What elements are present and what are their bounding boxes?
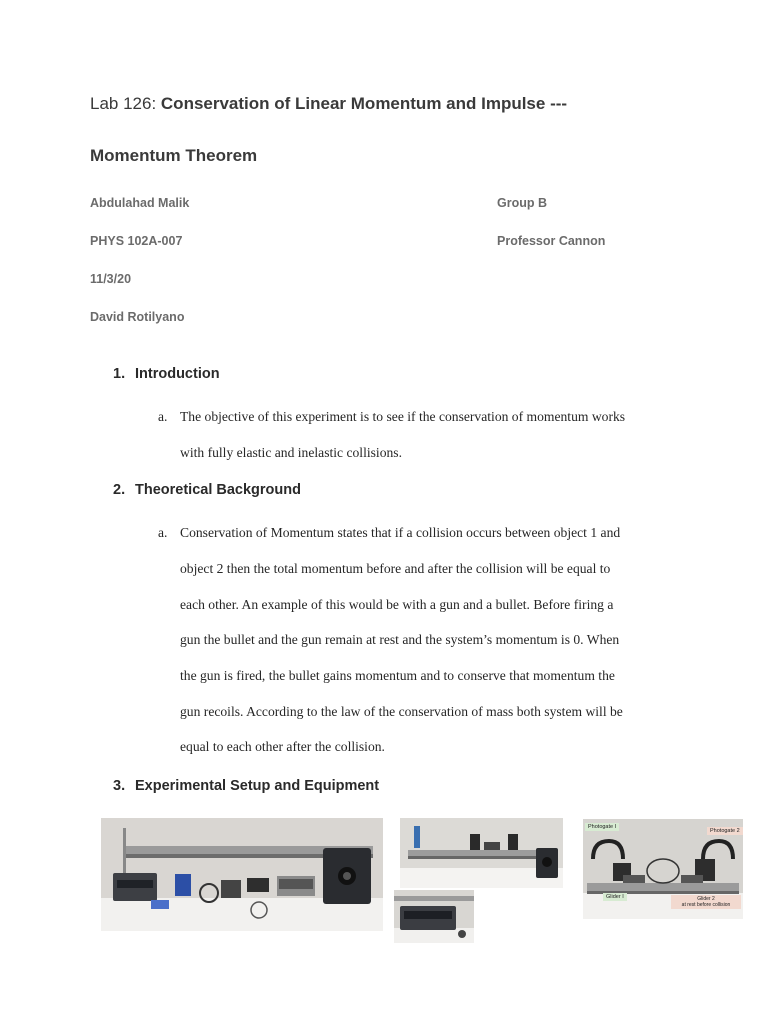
section-number: 1. [113,366,126,382]
section-heading-theoretical-background [113,482,301,498]
glider-2-label-line-1: Glider 2 [697,896,715,902]
paragraph-line: object 2 then the total momentum before and after the collision will be equal to [180,561,611,576]
title-bold-line-1: Conservation of Linear Momentum and Impulse --- [160,94,568,113]
paragraph-line: equal to each other after the collision. [180,739,385,754]
document-title-line-2 [90,146,257,166]
paragraph-line: gun the bullet and the gun remain at rest and the system’s momentum is 0. When [180,632,620,647]
paragraph-line: The objective of this experiment is to see if the conservation of momentum works [180,409,626,424]
section-heading-introduction [113,366,220,382]
equipment-photo [101,818,383,931]
section-number: 2. [113,482,126,498]
title-prefix: Lab 126: [90,94,161,113]
glider-2-label-line-2: at rest before collision [681,902,731,908]
photogate-2-label: Photogate 2 [707,827,743,835]
item-letter: a. [158,525,168,540]
glider-1-label: Glider I [603,893,627,901]
theory-item-a [158,525,678,765]
section-number: 3. [113,778,126,794]
timer-photo [394,890,474,943]
document-title-line-1 [90,94,567,114]
paragraph-line: with fully elastic and inelastic collisions. [180,445,402,460]
item-letter: a. [158,409,168,424]
professor-name: Professor Cannon [497,234,606,248]
introduction-item-a [158,409,678,469]
section-title: Experimental Setup and Equipment [135,778,380,794]
labeled-setup-photo [583,819,743,919]
track-photo [400,818,563,888]
photogate-1-label: Photogate I [585,823,619,831]
glider-2-label [671,895,741,909]
author-name: Abdulahad Malik [90,196,190,210]
section-heading-experimental-setup [113,778,379,794]
title-bold-line-2: Momentum Theorem [90,146,258,165]
group-label: Group B [497,196,547,210]
partner-name: David Rotilyano [90,310,185,324]
paragraph-line: each other. An example of this would be with a gun and a bullet. Before firing a [180,597,614,612]
paragraph-line: the gun is fired, the bullet gains momentum and to conserve that momentum the [180,668,615,683]
paragraph-line: gun recoils. According to the law of the conservation of mass both system will be [180,704,623,719]
section-title: Introduction [135,366,220,382]
paragraph-line: Conservation of Momentum states that if a collision occurs between object 1 and [180,525,621,540]
course-code: PHYS 102A-007 [90,234,183,248]
section-title: Theoretical Background [135,482,301,498]
date: 11/3/20 [90,272,132,286]
